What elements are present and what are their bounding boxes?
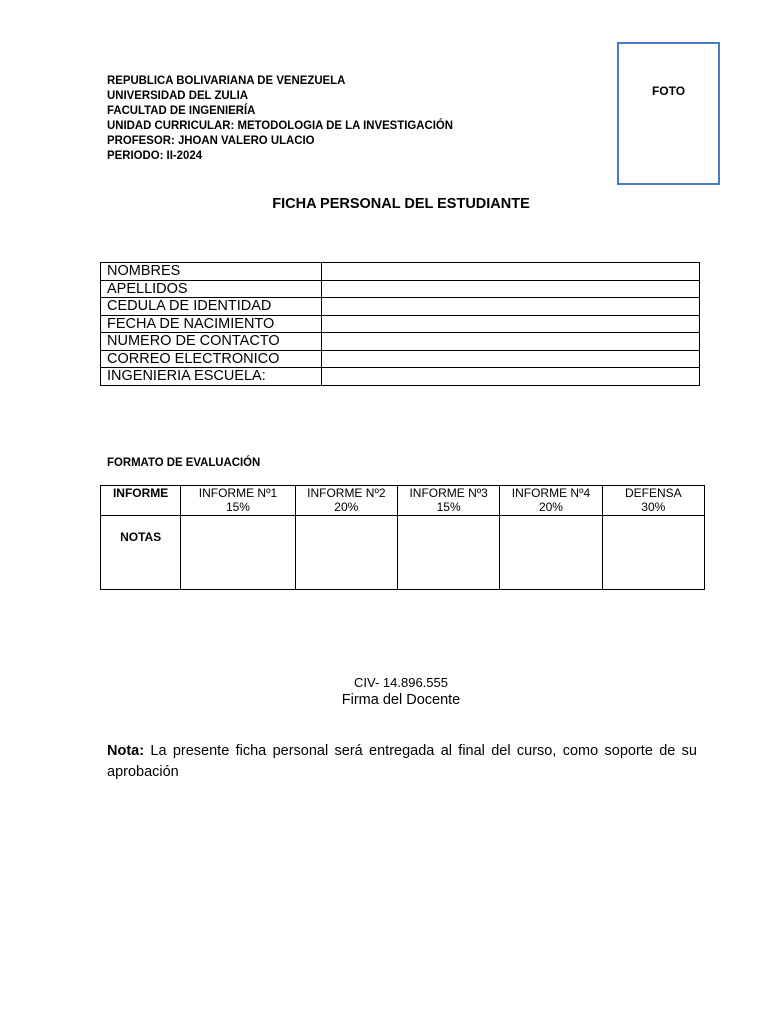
column-title: INFORME Nº1 <box>198 486 278 500</box>
row-label-numero-contacto: NUMERO DE CONTACTO <box>101 333 322 351</box>
note-label: Nota: <box>107 743 145 759</box>
evaluation-table <box>100 485 705 590</box>
row-label-apellidos: APELLIDOS <box>101 280 322 298</box>
evaluation-header-row <box>101 486 705 516</box>
header-course: UNIDAD CURRICULAR: METODOLOGIA DE LA INVESTIGACIÓN <box>107 118 454 132</box>
row-header-informe: INFORME <box>101 486 181 516</box>
personal-data-table <box>100 262 700 386</box>
document-title: FICHA PERSONAL DEL ESTUDIANTE <box>272 196 530 212</box>
column-weight: 20% <box>334 500 359 514</box>
header-professor: PROFESOR: JHOAN VALERO ULACIO <box>107 133 315 147</box>
row-value-nombres <box>322 263 700 281</box>
row-value-apellidos <box>322 280 700 298</box>
row-label-escuela: INGENIERIA ESCUELA: <box>101 368 322 386</box>
note-cell-defensa <box>602 516 704 590</box>
column-weight: 15% <box>225 500 250 514</box>
signature-label: Firma del Docente <box>341 692 461 708</box>
row-label-nombres: NOMBRES <box>101 263 322 281</box>
row-value-correo <box>322 350 700 368</box>
column-informe-3 <box>397 486 499 516</box>
institution-header <box>107 73 563 163</box>
header-period: PERIODO: II-2024 <box>107 148 203 162</box>
table-row <box>101 298 700 316</box>
evaluation-heading: FORMATO DE EVALUACIÓN <box>107 455 261 469</box>
table-row <box>101 315 700 333</box>
note-text: La presente ficha personal será entregada al final del curso, como soporte de su aprobación <box>107 743 697 780</box>
row-label-cedula: CEDULA DE IDENTIDAD <box>101 298 322 316</box>
column-title: INFORME Nº4 <box>511 486 591 500</box>
note-cell-informe-3 <box>397 516 499 590</box>
column-informe-1 <box>181 486 295 516</box>
row-value-numero-contacto <box>322 333 700 351</box>
photo-label: FOTO <box>651 84 686 98</box>
column-title: INFORME Nº2 <box>307 486 386 500</box>
photo-box <box>617 42 720 185</box>
header-faculty: FACULTAD DE INGENIERÍA <box>107 103 256 117</box>
column-title: DEFENSA <box>624 486 682 500</box>
row-header-notas: NOTAS <box>101 516 181 590</box>
note-cell-informe-4 <box>500 516 602 590</box>
column-weight: 20% <box>538 500 563 514</box>
column-weight: 30% <box>641 500 666 514</box>
header-university: UNIVERSIDAD DEL ZULIA <box>107 88 249 102</box>
table-row <box>101 280 700 298</box>
table-row <box>101 368 700 386</box>
teacher-id-number: CIV- 14.896.555 <box>354 675 448 690</box>
row-value-cedula <box>322 298 700 316</box>
row-value-escuela <box>322 368 700 386</box>
row-label-fecha-nacimiento: FECHA DE NACIMIENTO <box>101 315 322 333</box>
table-row <box>101 263 700 281</box>
teacher-signature <box>0 675 768 709</box>
column-informe-2 <box>295 486 397 516</box>
table-row <box>101 333 700 351</box>
row-value-fecha-nacimiento <box>322 315 700 333</box>
column-defensa <box>602 486 704 516</box>
header-country: REPUBLICA BOLIVARIANA DE VENEZUELA <box>107 73 346 87</box>
footer-note <box>107 741 697 783</box>
note-cell-informe-1 <box>181 516 295 590</box>
column-informe-4 <box>500 486 602 516</box>
evaluation-notes-row <box>101 516 705 590</box>
row-label-correo: CORREO ELECTRONICO <box>101 350 322 368</box>
column-weight: 15% <box>436 500 461 514</box>
note-cell-informe-2 <box>295 516 397 590</box>
column-title: INFORME Nº3 <box>409 486 488 500</box>
table-row <box>101 350 700 368</box>
